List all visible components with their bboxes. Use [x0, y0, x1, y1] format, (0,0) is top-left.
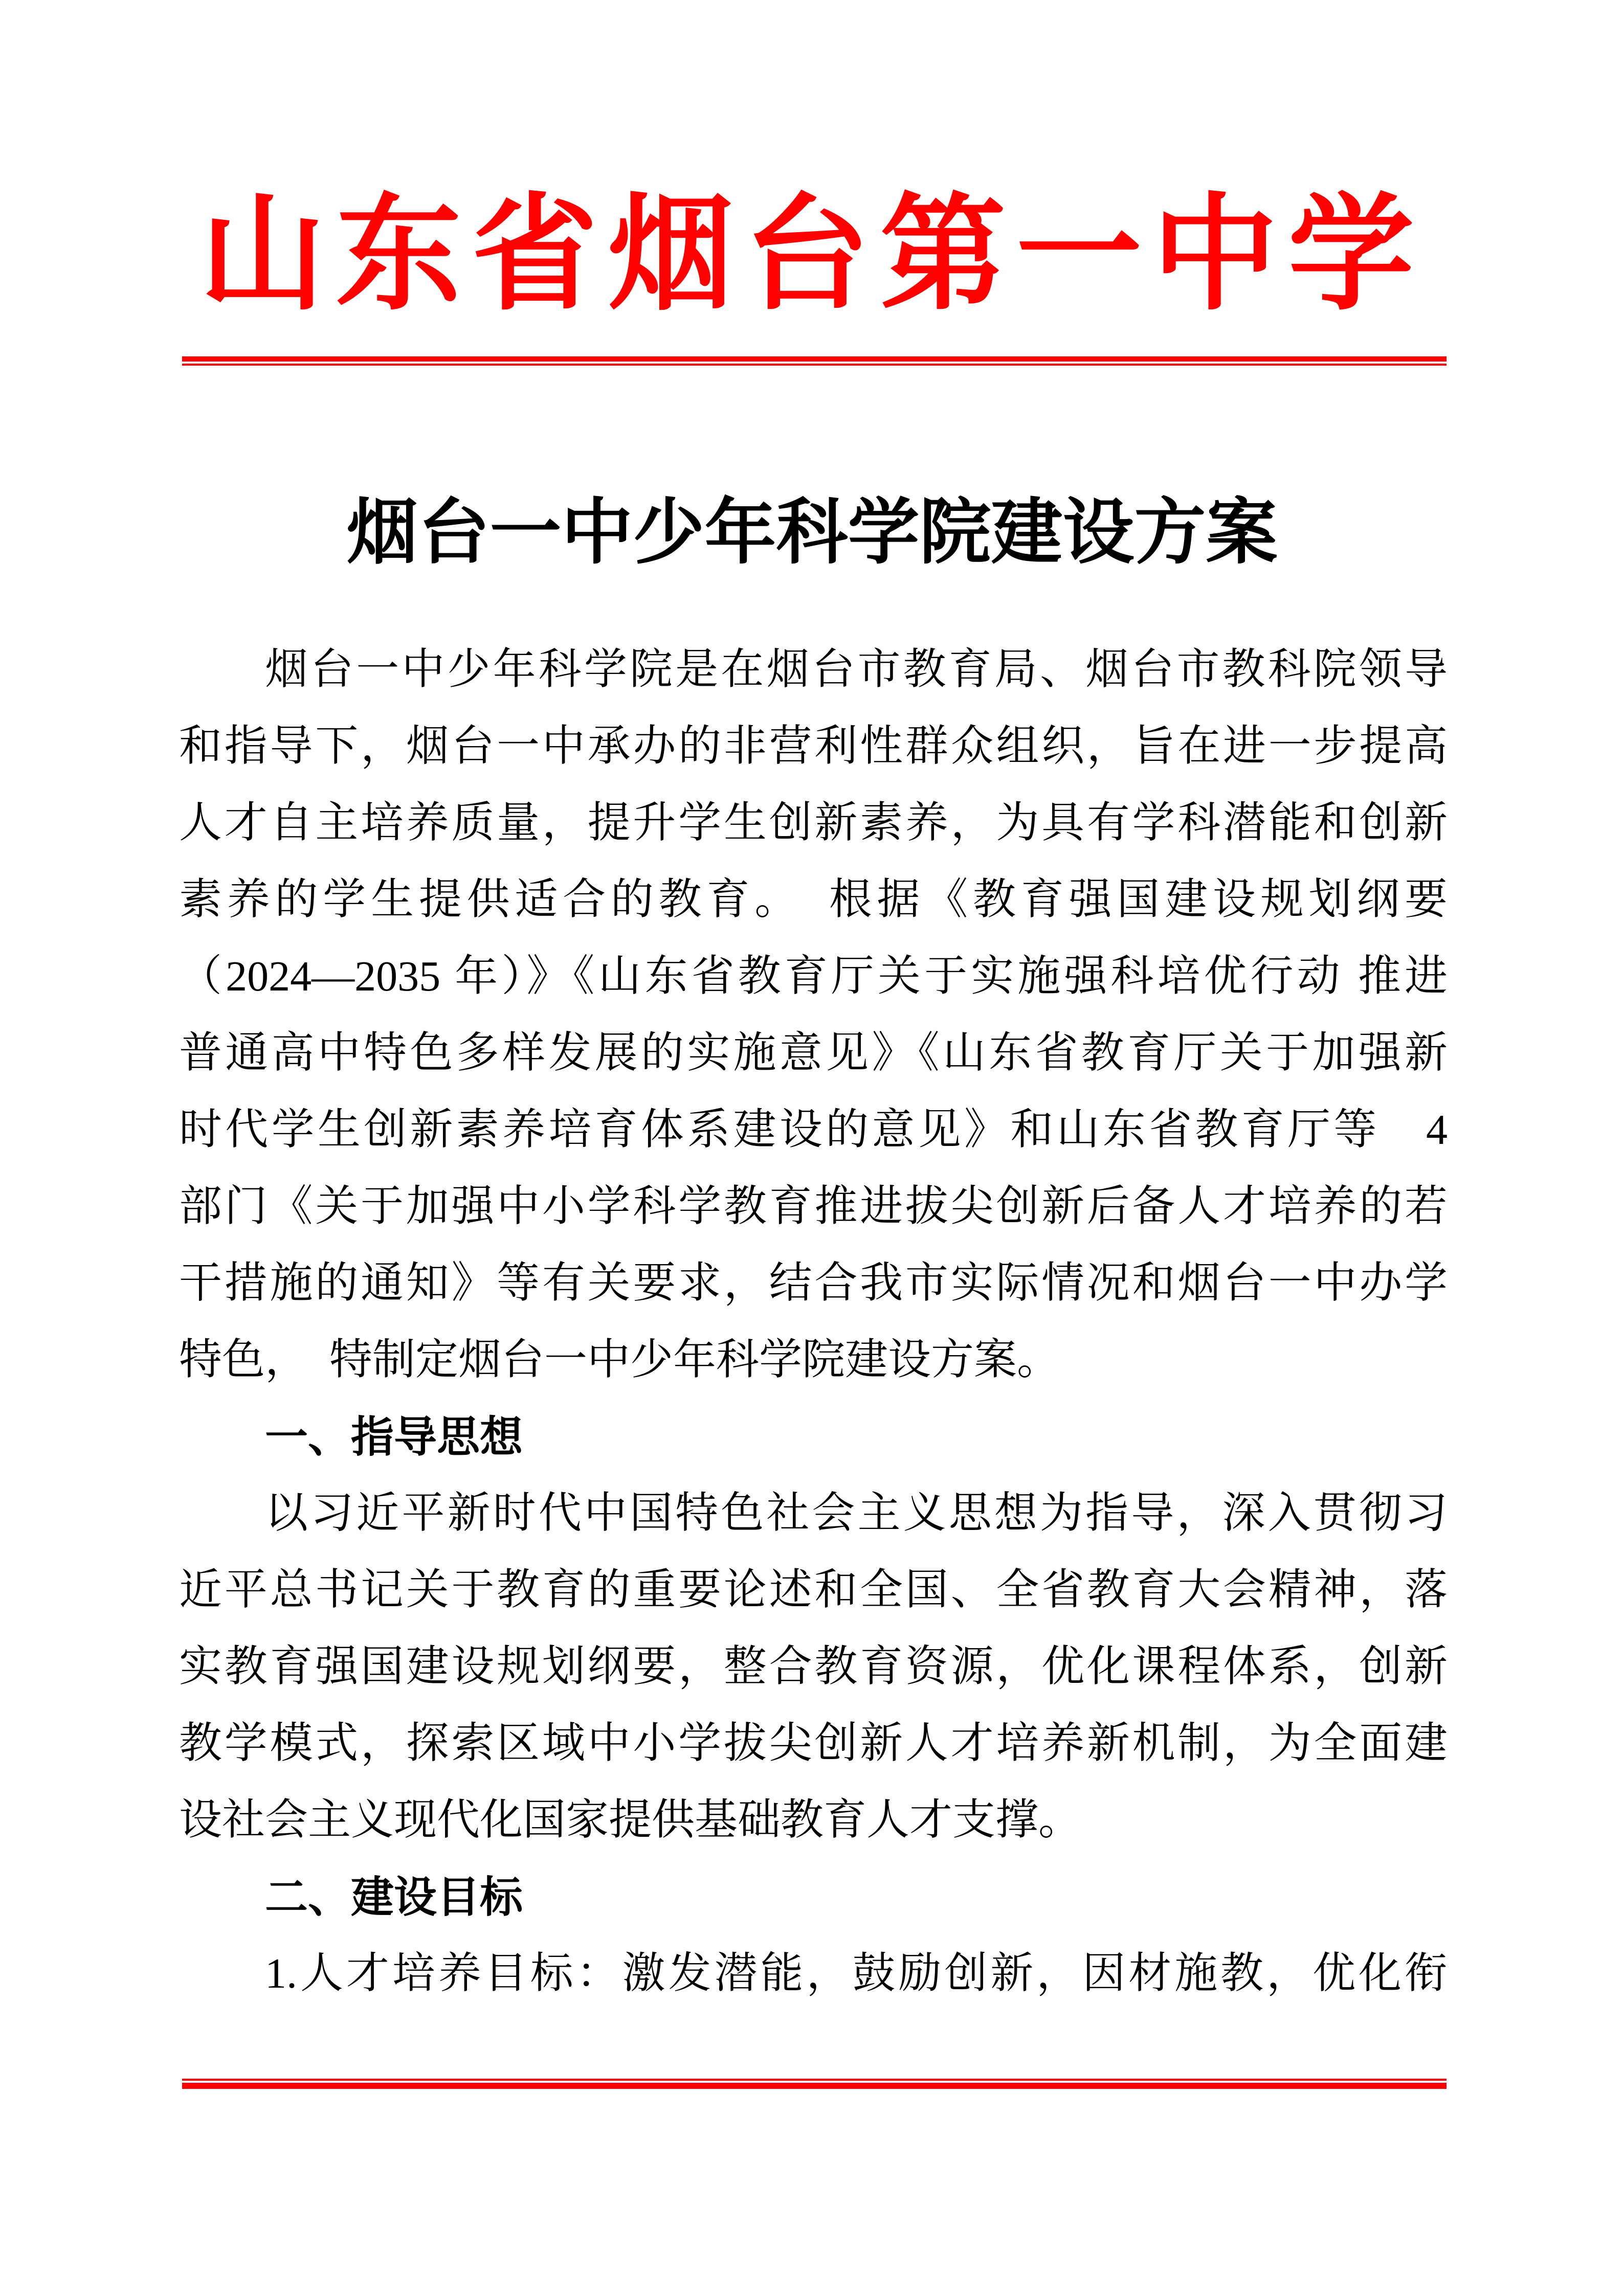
- body-line: 时代学生创新素养培育体系建设的意见》和山东省教育厅等 4: [179, 1106, 1448, 1154]
- footer-rule-thick: [182, 2083, 1447, 2089]
- header-rule-thick: [182, 356, 1447, 362]
- body-line: 设社会主义现代化国家提供基础教育人才支撑。: [179, 1796, 1082, 1844]
- document-title: 烟台一中少年科学院建设方案: [346, 493, 1278, 573]
- body-line: 特色， 特制定烟台一中少年科学院建设方案。: [179, 1336, 1060, 1384]
- body-line: 人才自主培养质量，提升学生创新素养，为具有学科潜能和创新: [179, 799, 1448, 847]
- body-line: 部门《关于加强中小学科学教育推进拔尖创新后备人才培养的若: [179, 1183, 1448, 1230]
- body-line: 普通高中特色多样发展的实施意见》《山东省教育厅关于加强新: [179, 1029, 1448, 1077]
- body-line: 实教育强国建设规划纲要，整合教育资源，优化课程体系，创新: [179, 1643, 1448, 1691]
- section-heading: 一、指导思想: [265, 1413, 523, 1461]
- body-line: 素养的学生提供适合的教育。 根据《教育强国建设规划纲要: [179, 876, 1448, 924]
- document-body: [179, 632, 1448, 2012]
- body-line: 和指导下，烟台一中承办的非营利性群众组织，旨在进一步提高: [179, 723, 1448, 770]
- body-line: 以习近平新时代中国特色社会主义思想为指导，深入贯彻习: [265, 1490, 1448, 1537]
- body-line: 1.人才培养目标：激发潜能，鼓励创新，因材施教，优化衔: [265, 1950, 1448, 1997]
- body-line: （2024—2035 年）》《山东省教育厅关于实施强科培优行动 推进: [179, 953, 1448, 1000]
- body-line: 教学模式，探索区域中小学拔尖创新人才培养新机制，为全面建: [179, 1720, 1448, 1767]
- section-heading: 二、建设目标: [265, 1873, 523, 1921]
- body-line: 近平总书记关于教育的重要论述和全国、全省教育大会精神，落: [179, 1566, 1448, 1614]
- body-line: 干措施的通知》等有关要求，结合我市实际情况和烟台一中办学: [179, 1259, 1448, 1307]
- school-name-header: 山东省烟台第一中学: [199, 186, 1425, 325]
- header-rule-thin: [182, 364, 1447, 366]
- body-line: 烟台一中少年科学院是在烟台市教育局、烟台市教科院领导: [265, 646, 1448, 693]
- footer-rule-thin: [182, 2079, 1447, 2081]
